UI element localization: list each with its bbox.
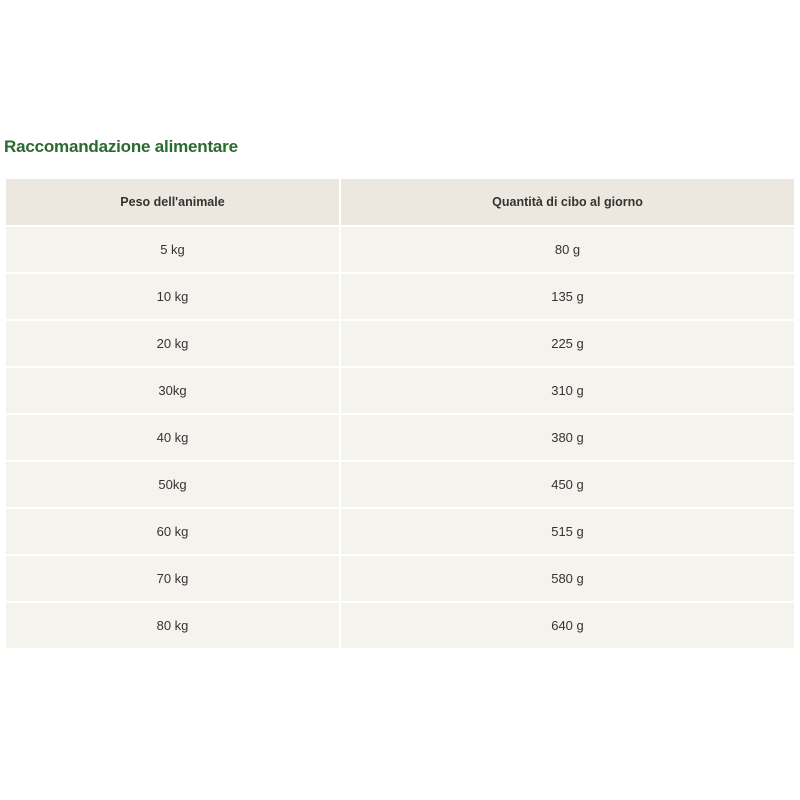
table-row	[5, 414, 795, 461]
amount-cell: 310 g	[340, 367, 795, 414]
amount-cell: 380 g	[340, 414, 795, 461]
weight-cell: 40 kg	[5, 414, 340, 461]
amount-cell: 450 g	[340, 461, 795, 508]
weight-cell: 80 kg	[5, 602, 340, 649]
table-row	[5, 461, 795, 508]
amount-cell: 580 g	[340, 555, 795, 602]
table-row	[5, 226, 795, 273]
table-row	[5, 508, 795, 555]
table-header-row	[5, 178, 795, 226]
weight-cell: 70 kg	[5, 555, 340, 602]
table-row	[5, 367, 795, 414]
page-title: Raccomandazione alimentare	[4, 137, 238, 156]
column-header-daily-amount: Quantità di cibo al giorno	[340, 178, 795, 226]
amount-cell: 135 g	[340, 273, 795, 320]
weight-cell: 10 kg	[5, 273, 340, 320]
table-row	[5, 602, 795, 649]
weight-cell: 50kg	[5, 461, 340, 508]
amount-cell: 640 g	[340, 602, 795, 649]
table-row	[5, 320, 795, 367]
weight-cell: 30kg	[5, 367, 340, 414]
amount-cell: 80 g	[340, 226, 795, 273]
feeding-table	[4, 177, 796, 650]
column-header-weight: Peso dell'animale	[5, 178, 340, 226]
table-row	[5, 273, 795, 320]
amount-cell: 225 g	[340, 320, 795, 367]
weight-cell: 5 kg	[5, 226, 340, 273]
table-row	[5, 555, 795, 602]
weight-cell: 60 kg	[5, 508, 340, 555]
weight-cell: 20 kg	[5, 320, 340, 367]
amount-cell: 515 g	[340, 508, 795, 555]
